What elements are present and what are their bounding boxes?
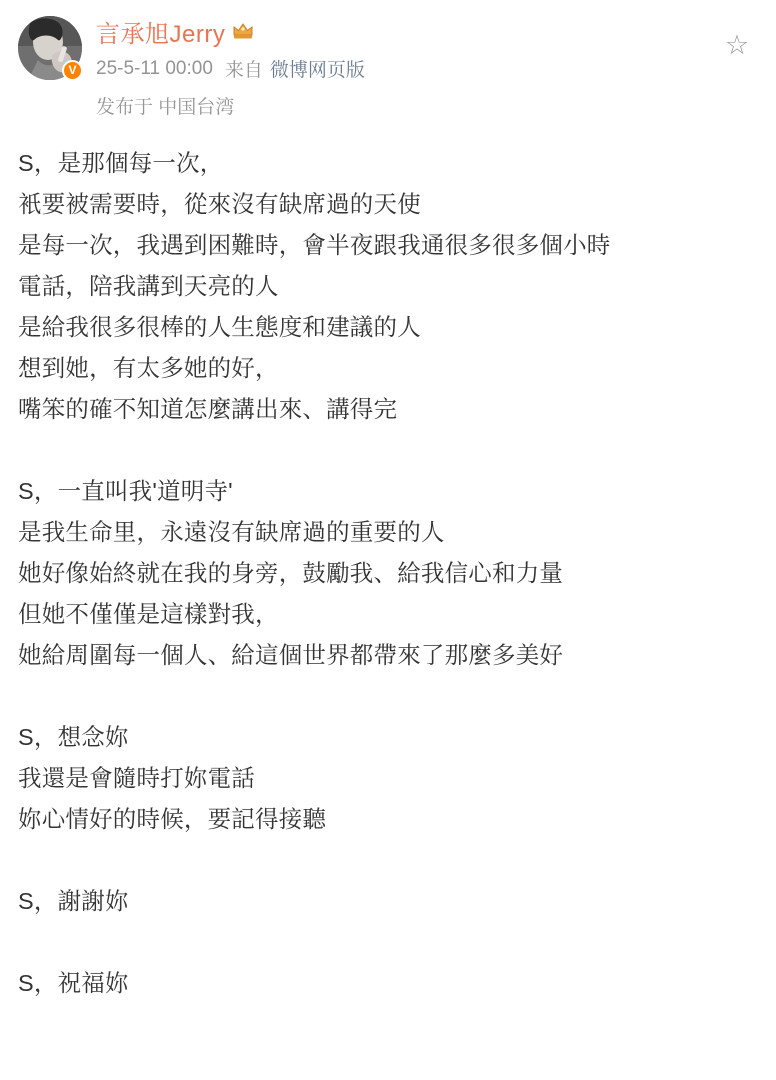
post-body-line: 電話，陪我講到天亮的人 [18, 273, 279, 299]
avatar[interactable] [18, 16, 82, 80]
post-body-line: 我還是會隨時打妳電話 [18, 765, 255, 791]
post-source-link[interactable]: 微博网页版 [269, 60, 365, 81]
post-body-line: 但她不僅僅是這樣對我， [18, 601, 279, 627]
post-header [18, 14, 758, 119]
post-body-line: S，一直叫我'道明寺' [18, 478, 233, 504]
post-meta [96, 55, 758, 82]
author-row [96, 16, 758, 46]
post-body [18, 143, 758, 1004]
post-body-line: S，謝謝妳 [18, 888, 129, 914]
post-body-line: 是給我很多很棒的人生態度和建議的人 [18, 314, 421, 340]
author-name[interactable]: 言承旭Jerry [96, 20, 226, 48]
post-body-line: 她好像始終就在我的身旁，鼓勵我、給我信心和力量 [18, 560, 564, 586]
post-body-line: 妳心情好的時候，要記得接聽 [18, 806, 327, 832]
post-body-blank-line [18, 840, 758, 881]
post-header-text [96, 14, 758, 119]
post-timestamp: 25-5-11 00:00 [96, 57, 213, 79]
post-body-blank-line [18, 676, 758, 717]
post-body-blank-line [18, 430, 758, 471]
post-from-label: 来自 [224, 60, 263, 81]
post-body-line: S，想念妳 [18, 724, 129, 750]
favorite-star-icon[interactable]: ☆ [724, 30, 750, 60]
verified-badge-icon: V [62, 60, 83, 81]
post-body-line: 嘴笨的確不知道怎麼講出來、講得完 [18, 396, 398, 422]
post-body-line: 是我生命里，永遠沒有缺席過的重要的人 [18, 519, 445, 545]
post-body-line: 想到她，有太多她的好， [18, 355, 279, 381]
post-region: 发布于 中国台湾 [96, 97, 235, 118]
post-body-line: 衹要被需要時，從來沒有缺席過的天使 [18, 191, 421, 217]
crown-icon [232, 20, 254, 42]
post-body-line: 是每一次，我遇到困難時，會半夜跟我通很多很多個小時 [18, 232, 611, 258]
post-body-line: 她給周圍每一個人、給這個世界都帶來了那麼多美好 [18, 642, 564, 668]
post-body-line: S，是那個每一次， [18, 150, 224, 176]
post-body-blank-line [18, 922, 758, 963]
post-body-line: S，祝福妳 [18, 970, 129, 996]
